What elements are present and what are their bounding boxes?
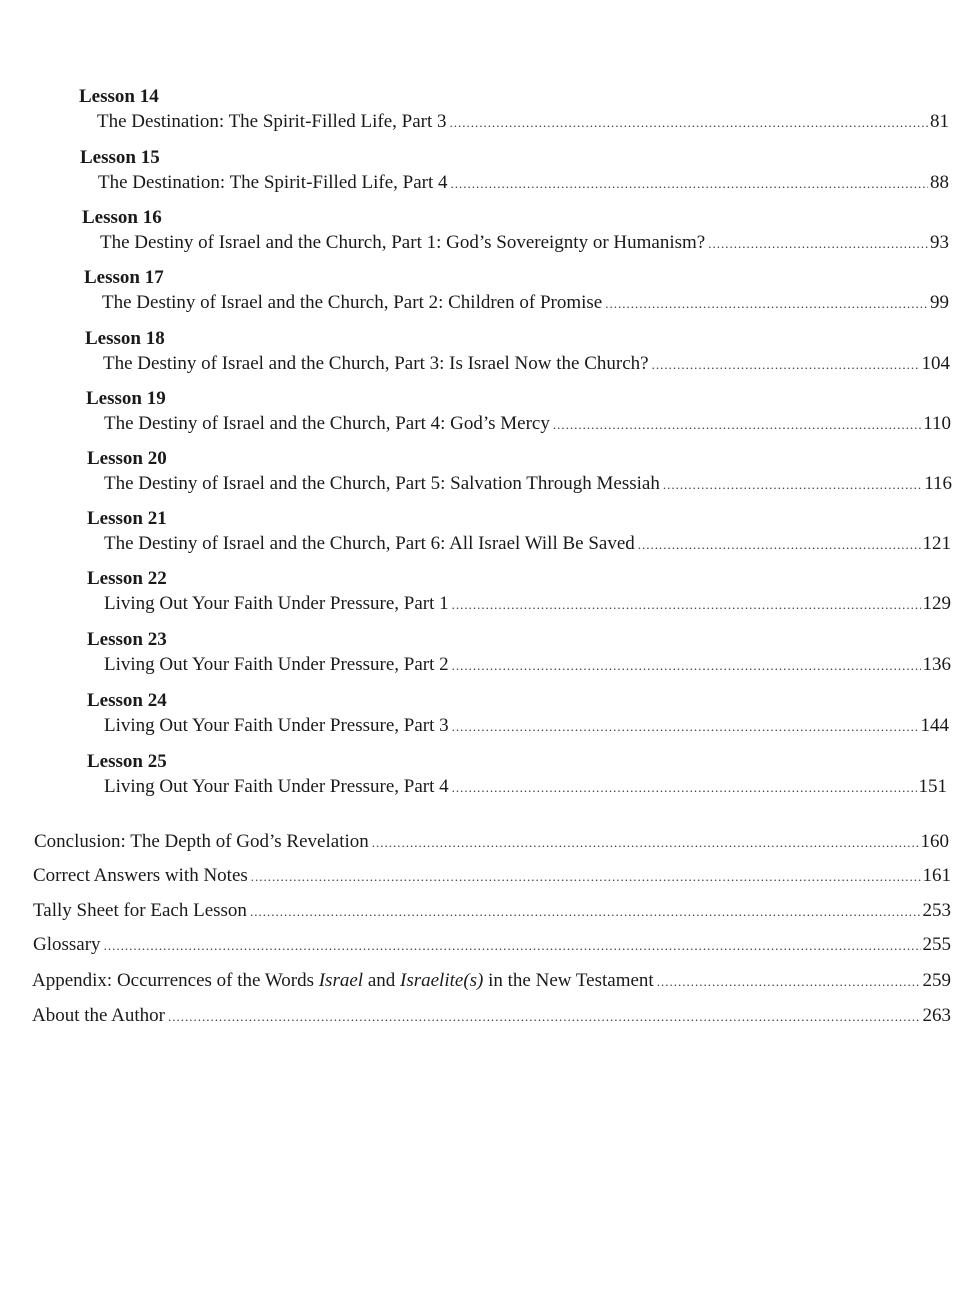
toc-entry (104, 412, 951, 437)
toc-entry (97, 110, 949, 135)
dot-leader (708, 232, 928, 256)
page-number: 99 (930, 292, 949, 313)
toc-lesson-entry (0, 388, 980, 448)
toc-entry (98, 171, 949, 196)
lesson-heading: Lesson 15 (80, 147, 160, 168)
lesson-heading: Lesson 23 (87, 629, 167, 650)
dot-leader (638, 533, 921, 557)
lesson-heading: Lesson 18 (85, 328, 165, 349)
entry-title (32, 969, 654, 993)
lesson-heading: Lesson 21 (87, 508, 167, 529)
entry-title: The Destiny of Israel and the Church, Part 1: God’s Sovereignty or Humanism? (100, 232, 706, 253)
page-number: 161 (922, 865, 951, 886)
toc-lesson-entry (0, 629, 980, 689)
entry-title: The Destiny of Israel and the Church, Part 6: All Israel Will Be Saved (104, 533, 635, 554)
entry-title: Living Out Your Faith Under Pressure, Part 2 (104, 654, 449, 675)
entry-title-italic: Israel (318, 970, 364, 991)
page-number: 110 (923, 413, 951, 434)
entry-title: Living Out Your Faith Under Pressure, Part 3 (104, 715, 449, 736)
lesson-heading: Lesson 24 (87, 690, 167, 711)
page-number: 253 (922, 900, 951, 921)
entry-title: The Destiny of Israel and the Church, Part 5: Salvation Through Messiah (104, 473, 660, 494)
dot-leader (168, 1005, 921, 1029)
toc-lesson-entry (0, 86, 980, 146)
toc-entry-glossary (33, 933, 951, 958)
toc-lesson-entry (0, 690, 980, 750)
toc-entry (104, 775, 947, 800)
dot-leader (657, 970, 921, 994)
toc-entry-conclusion (34, 830, 949, 855)
dot-leader (104, 934, 921, 958)
entry-title: The Destiny of Israel and the Church, Part 3: Is Israel Now the Church? (103, 353, 649, 374)
entry-title: Glossary (33, 934, 101, 955)
page-number: 255 (922, 934, 951, 955)
toc-entry (104, 592, 951, 617)
page-number: 160 (920, 831, 949, 852)
entry-title: The Destination: The Spirit-Filled Life, Part 3 (97, 111, 447, 132)
dot-leader (372, 831, 919, 855)
toc-entry (104, 653, 951, 678)
entry-title: Tally Sheet for Each Lesson (33, 900, 247, 921)
lesson-heading: Lesson 20 (87, 448, 167, 469)
toc-entry-appendix (32, 969, 951, 994)
page-number: 104 (921, 353, 950, 374)
toc-lesson-entry (0, 568, 980, 628)
toc-entry-correct-answers (33, 864, 951, 889)
page-number: 129 (922, 593, 951, 614)
toc-entry (103, 352, 950, 377)
toc-entry (102, 291, 949, 316)
dot-leader (553, 413, 921, 437)
entry-title-part: Appendix: Occurrences of the Words (32, 970, 319, 991)
toc-lesson-entry (0, 508, 980, 568)
toc-lesson-entry (0, 328, 980, 388)
page-number: 144 (920, 715, 949, 736)
toc-lesson-entry (0, 207, 980, 267)
entry-title-part: and (363, 970, 400, 991)
page-number: 136 (922, 654, 951, 675)
entry-title: Living Out Your Faith Under Pressure, Part 4 (104, 776, 449, 797)
entry-title: The Destiny of Israel and the Church, Part 4: God’s Mercy (104, 413, 550, 434)
page-number: 263 (922, 1005, 951, 1026)
toc-lesson-entry (0, 147, 980, 207)
dot-leader (451, 172, 928, 196)
dot-leader (652, 353, 920, 377)
toc-entry (104, 472, 952, 497)
dot-leader (251, 865, 921, 889)
toc-entry (100, 231, 949, 256)
entry-title: Correct Answers with Notes (33, 865, 248, 886)
page-number: 151 (918, 776, 947, 797)
page-number: 88 (930, 172, 949, 193)
lesson-heading: Lesson 14 (79, 86, 159, 107)
toc-lesson-entry (0, 751, 980, 811)
entry-title-italic: Israelite(s) (400, 970, 484, 991)
lesson-heading: Lesson 17 (84, 267, 164, 288)
dot-leader (450, 111, 928, 135)
toc-entry-about-author (32, 1004, 951, 1029)
dot-leader (452, 715, 919, 739)
toc-entry (104, 532, 951, 557)
lesson-heading: Lesson 25 (87, 751, 167, 772)
toc-entry-tally-sheet (33, 899, 951, 924)
entry-title: The Destination: The Spirit-Filled Life, Part 4 (98, 172, 448, 193)
toc-lesson-entry (0, 267, 980, 327)
toc-entry (104, 714, 949, 739)
dot-leader (452, 593, 921, 617)
entry-title: The Destiny of Israel and the Church, Part 2: Children of Promise (102, 292, 603, 313)
page-number: 259 (922, 970, 951, 991)
dot-leader (452, 776, 917, 800)
page-number: 116 (924, 473, 952, 494)
page-number: 81 (930, 111, 949, 132)
entry-title-part: in the New Testament (483, 970, 654, 991)
toc-lesson-entry (0, 448, 980, 508)
entry-title: About the Author (32, 1005, 165, 1026)
entry-title: Living Out Your Faith Under Pressure, Part 1 (104, 593, 449, 614)
entry-title: Conclusion: The Depth of God’s Revelation (34, 831, 369, 852)
lesson-heading: Lesson 19 (86, 388, 166, 409)
page-number: 93 (930, 232, 949, 253)
dot-leader (250, 900, 921, 924)
page-number: 121 (922, 533, 951, 554)
lesson-heading: Lesson 16 (82, 207, 162, 228)
lesson-heading: Lesson 22 (87, 568, 167, 589)
dot-leader (663, 473, 922, 497)
dot-leader (452, 654, 921, 678)
dot-leader (605, 292, 928, 316)
